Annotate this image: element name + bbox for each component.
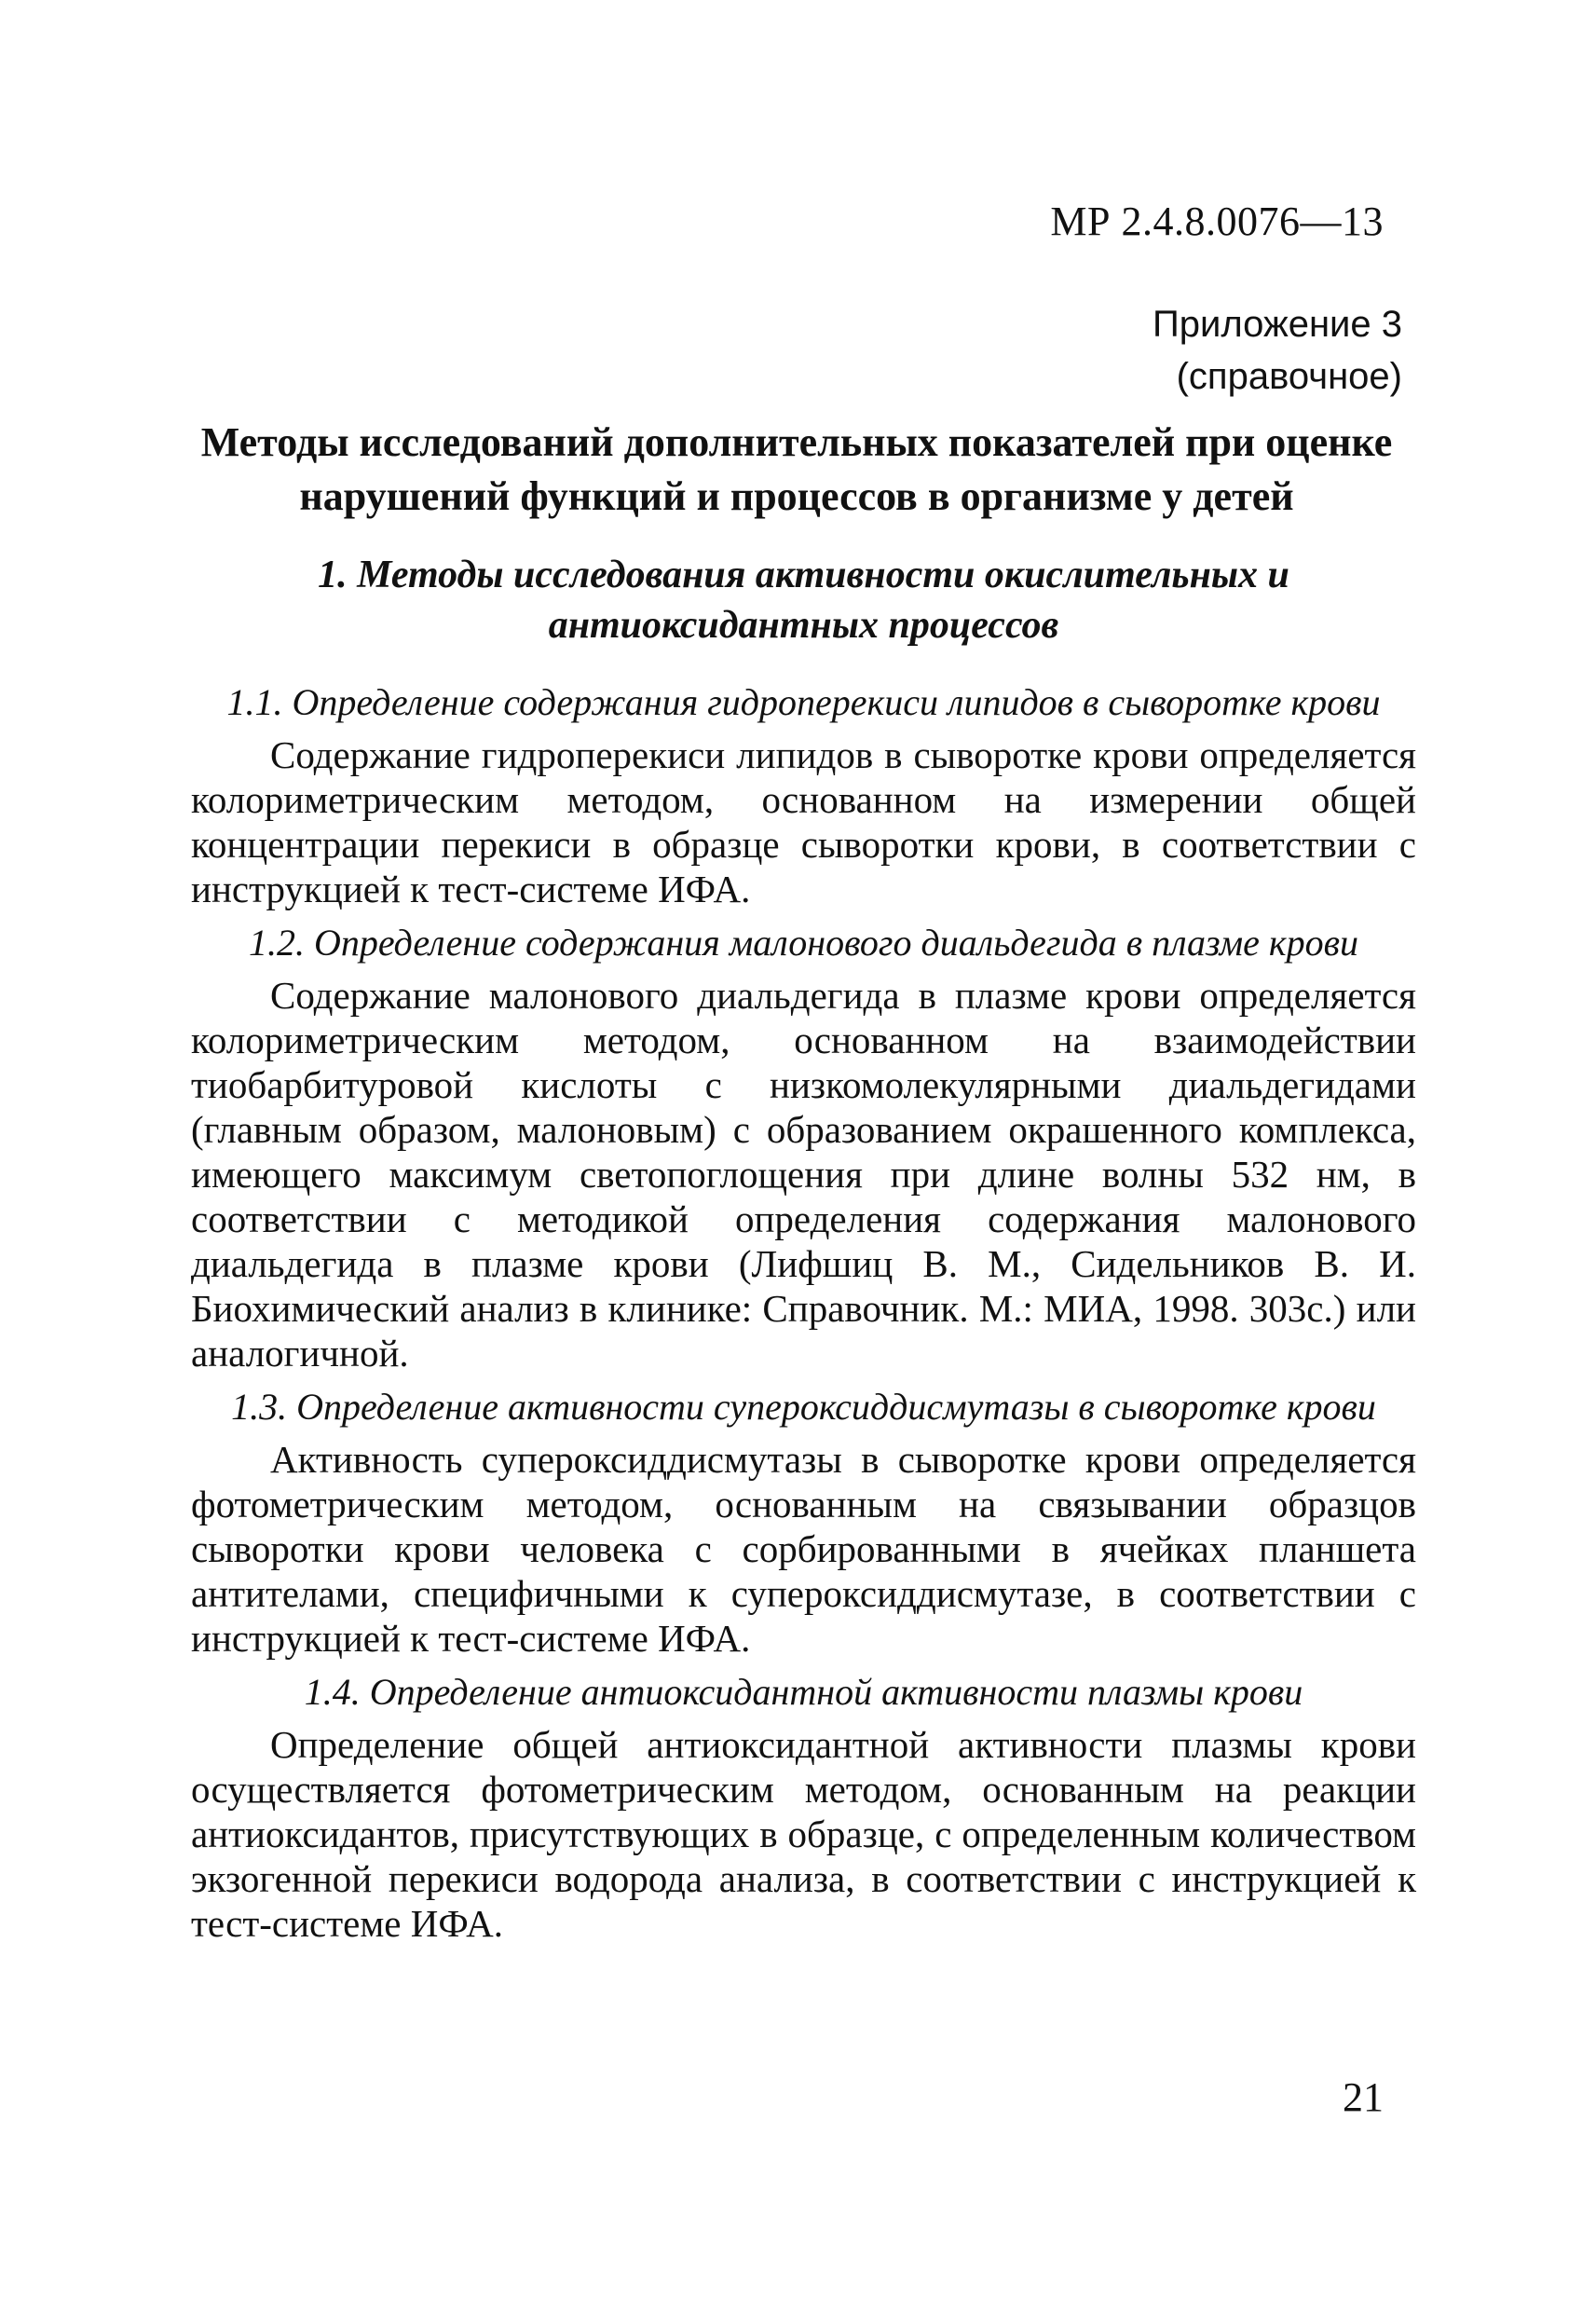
- appendix-type: (справочное): [1176, 356, 1402, 397]
- subsection-paragraph: Активность супероксиддисмутазы в сыворотке крови определяется фотометрическим методом, основанным на связывании образцов сыворотки крови человека с сорбированными в ячейках планшета антителами, специфичными к супероксиддисмутазе, в соответствии с инструкцией к тест-системе ИФА.: [191, 1438, 1416, 1660]
- subsection-1-2: [191, 921, 1416, 1375]
- section-title: 1. Методы исследования активности окислительных и антиоксидантных процессов: [318, 554, 1289, 647]
- subsection-title: 1.2. Определение содержания малонового диальдегида в плазме крови: [249, 922, 1358, 964]
- subsection-1-1: [191, 680, 1416, 911]
- appendix-label-block: [1153, 298, 1402, 403]
- page-number: 21: [1343, 2074, 1384, 2120]
- subsection-title: 1.1. Определение содержания гидроперекиси липидов в сыворотке крови: [226, 681, 1381, 723]
- page-title: Методы исследований дополнительных показателей при оценке нарушений функций и процессов в организме у детей: [200, 419, 1393, 519]
- document-body: [191, 550, 1416, 1953]
- document-code: МР 2.4.8.0076—13: [1050, 198, 1384, 244]
- subsection-title: 1.3. Определение активности супероксиддисмутазы в сыворотке крови: [231, 1386, 1376, 1428]
- subsection-1-4: [191, 1670, 1416, 1946]
- subsection-paragraph: Содержание гидроперекиси липидов в сыворотке крови определяется колориметрическим методом, основанном на измерении общей концентрации перекиси в образце сыворотки крови, в соответствии с инструкцией к тест-системе ИФА.: [191, 733, 1416, 910]
- subsection-title: 1.4. Определение антиоксидантной активности плазмы крови: [304, 1671, 1303, 1713]
- subsection-paragraph: Определение общей антиоксидантной активности плазмы крови осуществляется фотометрическим методом, основанным на реакции антиоксидантов, присутствующих в образце, с определенным количеством экзогенной перекиси водорода анализа, в соответствии с инструкцией к тест-системе ИФА.: [191, 1723, 1416, 1945]
- subsection-1-3: [191, 1385, 1416, 1661]
- appendix-label: Приложение 3: [1153, 304, 1402, 345]
- subsection-paragraph: Содержание малонового диальдегида в плазме крови определяется колориметрическим методом, основанном на взаимодействии тиобарбитуровой кислоты с низкомолекулярными диальдегидами (главным образом, малоновым) с образованием окрашенного комплекса, имеющего максимум светопоглощения при длине волны 532 нм, в соответствии с методикой определения содержания малонового диальдегида в плазме крови (Лифшиц В. М., Сидельников В. И. Биохимический анализ в клинике: Справочник. М.: МИА, 1998. 303с.) или аналогичной.: [191, 974, 1416, 1375]
